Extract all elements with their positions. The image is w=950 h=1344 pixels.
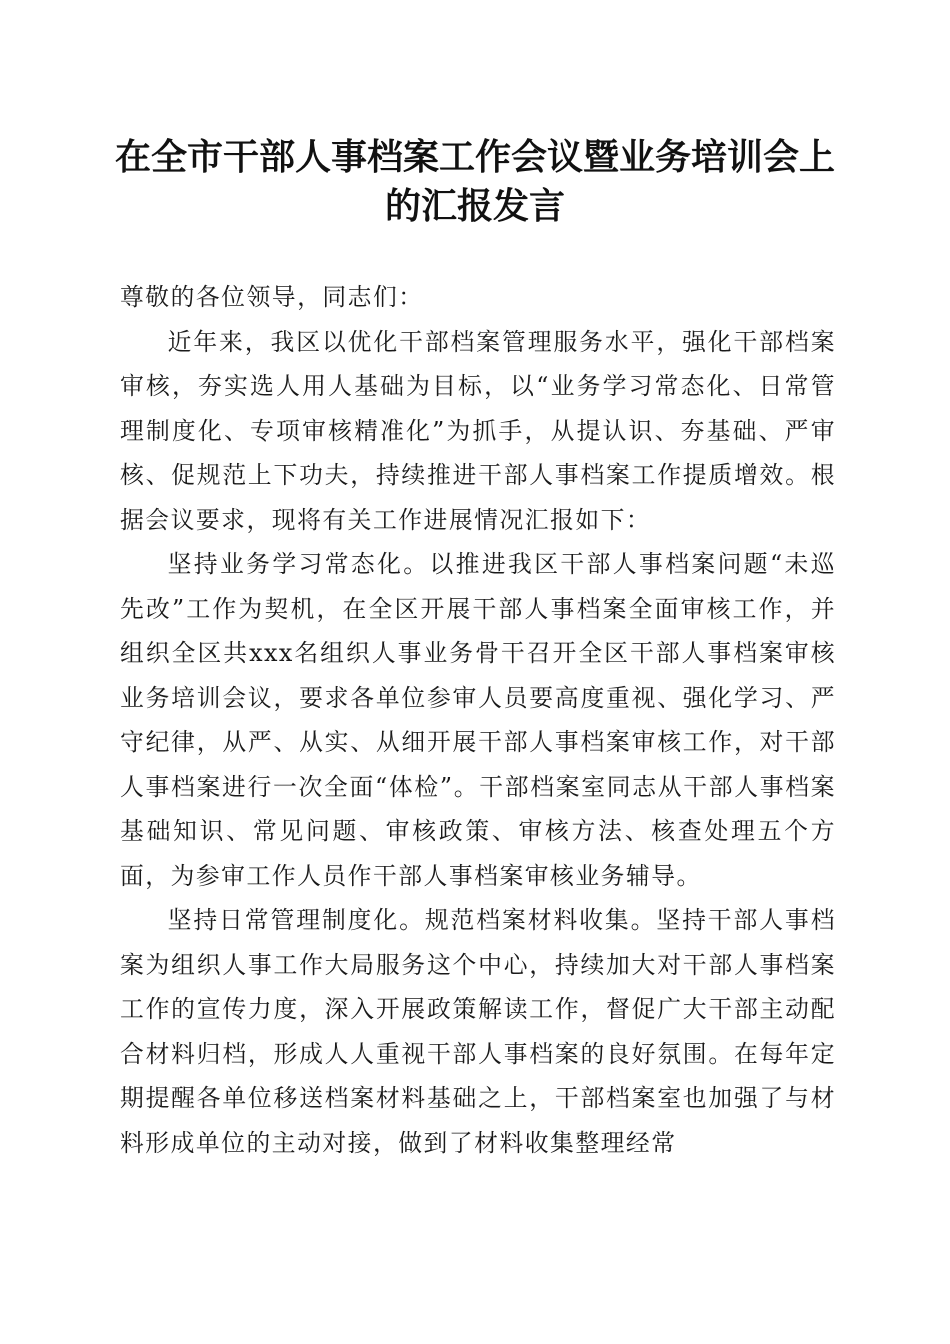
title-line-2: 的汇报发言 [384, 185, 565, 227]
document-title [100, 133, 850, 231]
salutation: 尊敬的各位领导，同志们： [120, 283, 424, 311]
paragraph-business-learning: 坚持业务学习常态化。以推进我区干部人事档案问题“未巡先改”工作为契机，在全区开展干部人事档案全面审核工作，并组织全区共xxx名组织人事业务骨干召开全区干部人事档案审核业务培训会议，要求各单位参审人员要高度重视、强化学习、严守纪律，从严、从实、从细开展干部人事档案审核工作，对干部人事档案进行一次全面“体检”。干部档案室同志从干部人事档案基础知识、常见问题、审核政策、审核方法、核查处理五个方面，为参审工作人员作干部人事档案审核业务辅导。 [120, 550, 836, 890]
paragraph-daily-management: 坚持日常管理制度化。规范档案材料收集。坚持干部人事档案为组织人事工作大局服务这个中心，持续加大对干部人事档案工作的宣传力度，深入开展政策解读工作，督促广大干部主动配合材料归档，形成人人重视干部人事档案的良好氛围。在每年定期提醒各单位移送档案材料基础之上，干部档案室也加强了与材料形成单位的主动对接，做到了材料收集整理经常 [120, 906, 836, 1157]
document-body [120, 275, 836, 1165]
title-line-1: 在全市干部人事档案工作会议暨业务培训会上 [114, 136, 835, 178]
paragraph-intro: 近年来，我区以优化干部档案管理服务水平，强化干部档案审核，夯实选人用人基础为目标，以“业务学习常态化、日常管理制度化、专项审核精准化”为抓手，从提认识、夯基础、严审核、促规范上下功夫，持续推进干部人事档案工作提质增效。根据会议要求，现将有关工作进展情况汇报如下： [120, 327, 836, 534]
